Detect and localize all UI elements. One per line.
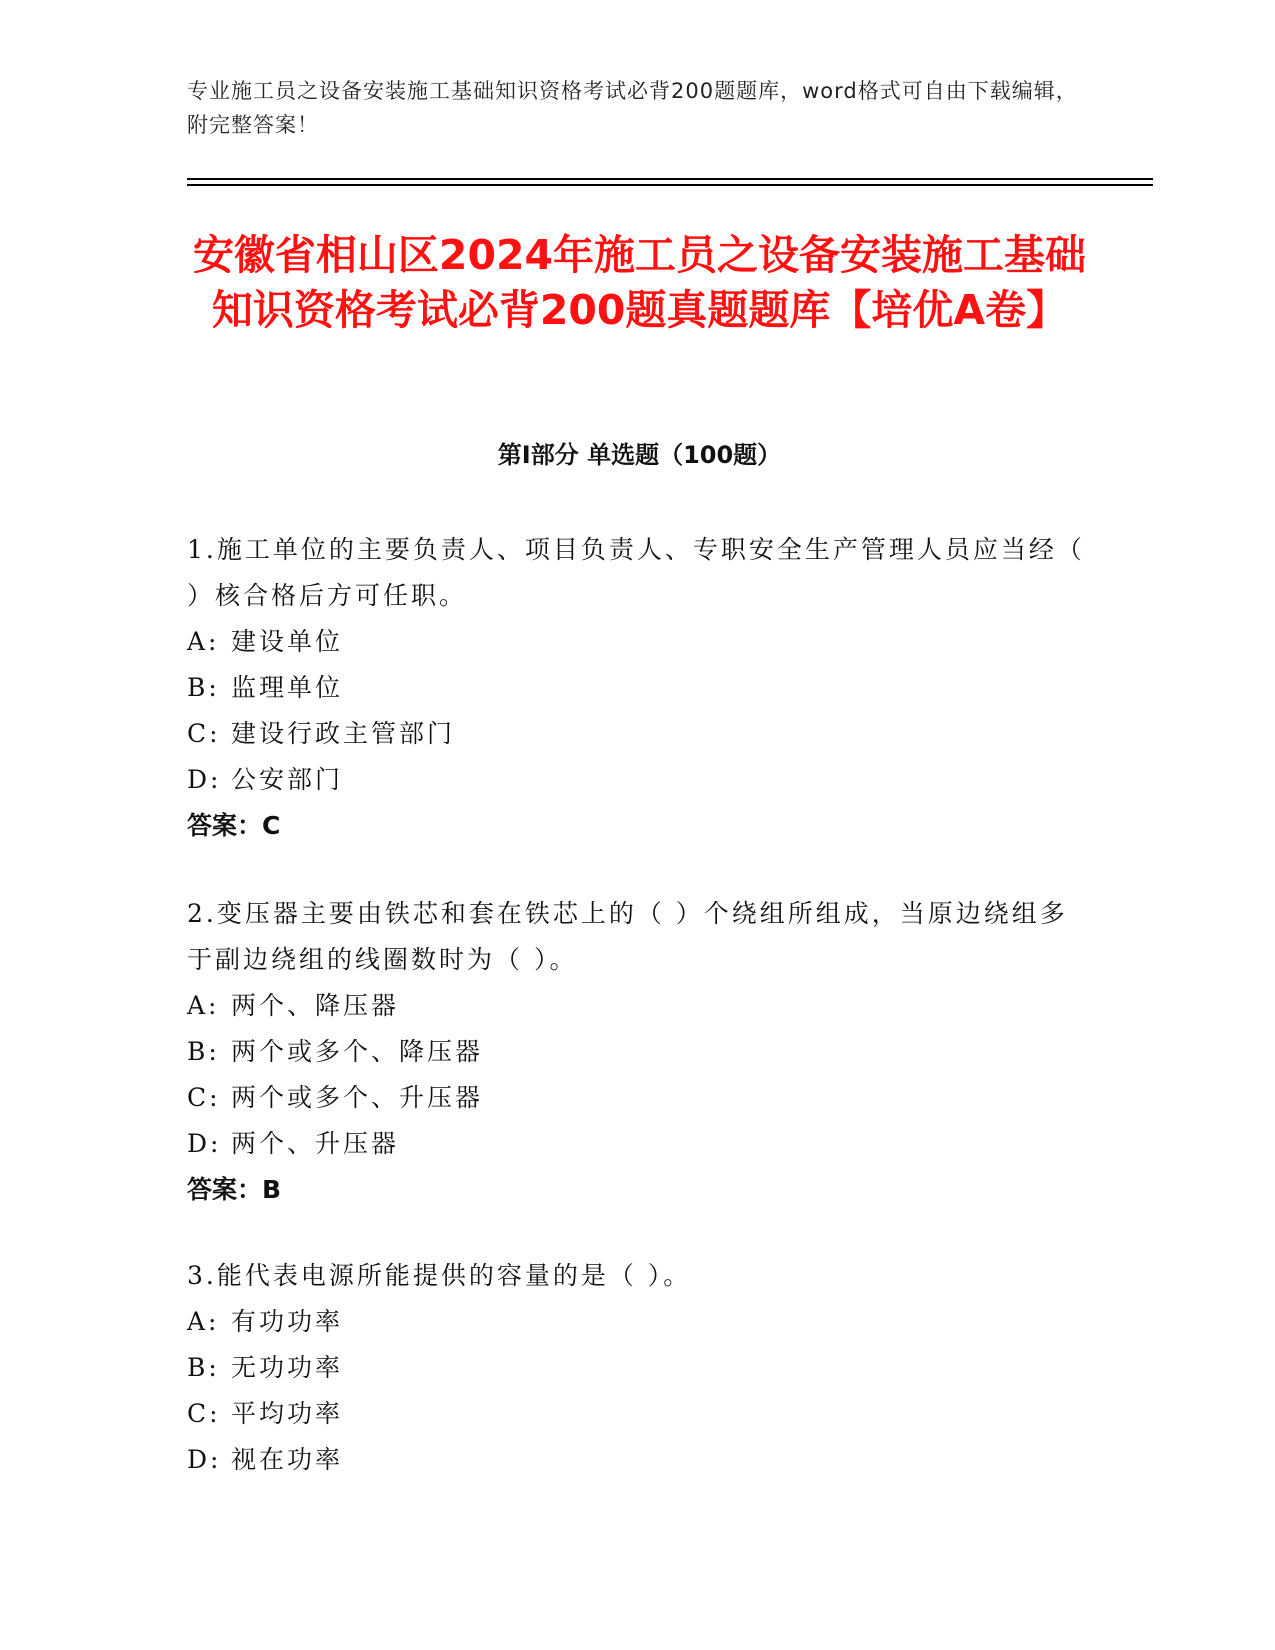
option-text: 平均功率 <box>231 1399 344 1428</box>
option-text: 建设行政主管部门 <box>231 719 456 748</box>
answer: 答案：B <box>187 1175 282 1204</box>
option-c <box>187 1075 1092 1121</box>
option-key: A: <box>187 991 220 1020</box>
option-text: 建设单位 <box>231 627 344 656</box>
question-stem: 3.能代表电源所能提供的容量的是（ ）。 <box>187 1261 692 1290</box>
option-a <box>187 983 1092 1029</box>
header-divider-top <box>187 178 1153 180</box>
option-text: 无功功率 <box>231 1353 344 1382</box>
option-key: A: <box>187 627 220 656</box>
option-text: 公安部门 <box>231 765 344 794</box>
option-c <box>187 711 1092 757</box>
question-stem: 1.施工单位的主要负责人、项目负责人、专职安全生产管理人员应当经（ ）核合格后方可任职。 <box>187 535 1085 610</box>
option-key: C: <box>187 1083 221 1112</box>
option-key: C: <box>187 719 221 748</box>
question-stem: 2.变压器主要由铁芯和套在铁芯上的（ ）个绕组所组成，当原边绕组多于副边绕组的线圈数时为（ ）。 <box>187 899 1068 974</box>
option-text: 视在功率 <box>231 1445 344 1474</box>
option-c <box>187 1391 1092 1437</box>
header-note: 专业施工员之设备安装施工基础知识资格考试必背200题题库，word格式可自由下载编辑，附完整答案！ <box>187 79 1078 137</box>
option-b <box>187 1345 1092 1391</box>
option-key: D: <box>187 1445 222 1474</box>
question-2 <box>187 891 1092 1213</box>
option-text: 监理单位 <box>231 673 344 702</box>
option-text: 两个或多个、升压器 <box>231 1083 484 1112</box>
option-d <box>187 757 1092 803</box>
option-key: B: <box>187 1353 220 1382</box>
document-title: 安徽省相山区2024年施工员之设备安装施工基础知识资格考试必背200题真题题库【培优A卷】 <box>192 231 1087 334</box>
question-1 <box>187 527 1092 849</box>
option-key: B: <box>187 1037 220 1066</box>
option-key: A: <box>187 1307 220 1336</box>
option-key: D: <box>187 1129 222 1158</box>
option-text: 两个、升压器 <box>231 1129 400 1158</box>
option-d <box>187 1437 1092 1483</box>
option-key: D: <box>187 765 222 794</box>
header-divider-bottom <box>187 184 1153 186</box>
option-a <box>187 1299 1092 1345</box>
option-a <box>187 619 1092 665</box>
option-b <box>187 1029 1092 1075</box>
option-text: 有功功率 <box>231 1307 344 1336</box>
option-b <box>187 665 1092 711</box>
question-3 <box>187 1253 1092 1483</box>
option-d <box>187 1121 1092 1167</box>
option-key: B: <box>187 673 220 702</box>
section-heading: 第Ⅰ部分 单选题（100题） <box>497 441 782 469</box>
answer: 答案：C <box>187 811 281 840</box>
option-text: 两个、降压器 <box>231 991 400 1020</box>
option-text: 两个或多个、降压器 <box>231 1037 484 1066</box>
option-key: C: <box>187 1399 221 1428</box>
